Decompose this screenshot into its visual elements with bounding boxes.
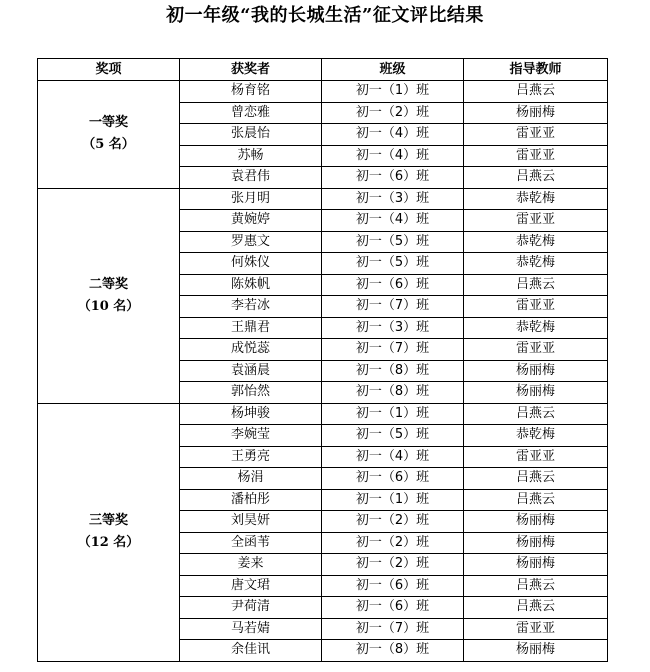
winner-name-cell: 苏畅	[180, 145, 322, 167]
results-table	[37, 58, 608, 662]
winner-name-cell: 成悦蕊	[180, 339, 322, 361]
winner-name-cell: 杨涓	[180, 468, 322, 490]
class-cell: 初一（3）班	[322, 188, 464, 210]
award-count: （10 名）	[77, 298, 140, 314]
header-class: 班级	[322, 59, 464, 81]
class-cell: 初一（3）班	[322, 317, 464, 339]
class-cell: 初一（5）班	[322, 253, 464, 275]
class-cell: 初一（2）班	[322, 532, 464, 554]
page-title: 初一年级“我的长城生活”征文评比结果	[166, 5, 484, 26]
class-cell: 初一（4）班	[322, 124, 464, 146]
class-cell: 初一（1）班	[322, 81, 464, 103]
class-cell: 初一（4）班	[322, 210, 464, 232]
winner-name-cell: 刘昊妍	[180, 511, 322, 533]
teacher-cell: 雷亚亚	[464, 446, 608, 468]
class-cell: 初一（6）班	[322, 274, 464, 296]
class-cell: 初一（8）班	[322, 640, 464, 662]
winner-name-cell: 曾恋雅	[180, 102, 322, 124]
teacher-cell: 恭乾梅	[464, 317, 608, 339]
table-row	[38, 403, 608, 425]
table-body	[38, 81, 608, 662]
class-cell: 初一（4）班	[322, 145, 464, 167]
winner-name-cell: 郭怡然	[180, 382, 322, 404]
award-name: 一等奖	[88, 115, 128, 131]
teacher-cell: 雷亚亚	[464, 124, 608, 146]
winner-name-cell: 罗惠文	[180, 231, 322, 253]
teacher-cell: 杨丽梅	[464, 554, 608, 576]
table-row	[38, 81, 608, 103]
class-cell: 初一（2）班	[322, 554, 464, 576]
class-cell: 初一（6）班	[322, 468, 464, 490]
teacher-cell: 雷亚亚	[464, 339, 608, 361]
header-row	[38, 59, 608, 81]
table-row	[38, 188, 608, 210]
teacher-cell: 杨丽梅	[464, 360, 608, 382]
teacher-cell: 吕燕云	[464, 167, 608, 189]
award-name: 二等奖	[88, 276, 128, 292]
winner-name-cell: 袁涵晨	[180, 360, 322, 382]
teacher-cell: 杨丽梅	[464, 382, 608, 404]
header-award: 奖项	[38, 59, 180, 81]
winner-name-cell: 李婉莹	[180, 425, 322, 447]
winner-name-cell: 张月明	[180, 188, 322, 210]
teacher-cell: 杨丽梅	[464, 102, 608, 124]
teacher-cell: 吕燕云	[464, 597, 608, 619]
teacher-cell: 杨丽梅	[464, 532, 608, 554]
class-cell: 初一（6）班	[322, 575, 464, 597]
teacher-cell: 吕燕云	[464, 575, 608, 597]
class-cell: 初一（6）班	[322, 167, 464, 189]
winner-name-cell: 陈姝帆	[180, 274, 322, 296]
winner-name-cell: 李若冰	[180, 296, 322, 318]
class-cell: 初一（7）班	[322, 296, 464, 318]
winner-name-cell: 余佳讯	[180, 640, 322, 662]
winner-name-cell: 杨坤骏	[180, 403, 322, 425]
winner-name-cell: 姜来	[180, 554, 322, 576]
teacher-cell: 吕燕云	[464, 489, 608, 511]
class-cell: 初一（8）班	[322, 360, 464, 382]
header-teacher: 指导教师	[464, 59, 608, 81]
table-header	[38, 59, 608, 81]
teacher-cell: 杨丽梅	[464, 640, 608, 662]
award-level-cell	[38, 81, 180, 189]
winner-name-cell: 全函苇	[180, 532, 322, 554]
teacher-cell: 吕燕云	[464, 403, 608, 425]
winner-name-cell: 潘柏彤	[180, 489, 322, 511]
award-count: （12 名）	[77, 535, 140, 550]
class-cell: 初一（7）班	[322, 618, 464, 640]
teacher-cell: 恭乾梅	[464, 425, 608, 447]
teacher-cell: 吕燕云	[464, 81, 608, 103]
class-cell: 初一（2）班	[322, 102, 464, 124]
winner-name-cell: 杨育铭	[180, 81, 322, 103]
class-cell: 初一（5）班	[322, 231, 464, 253]
winner-name-cell: 尹荷清	[180, 597, 322, 619]
award-level-cell	[38, 403, 180, 661]
winner-name-cell: 黄婉婷	[180, 210, 322, 232]
winner-name-cell: 王勇亮	[180, 446, 322, 468]
teacher-cell: 恭乾梅	[464, 253, 608, 275]
winner-name-cell: 何姝仪	[180, 253, 322, 275]
teacher-cell: 雷亚亚	[464, 145, 608, 167]
teacher-cell: 雷亚亚	[464, 618, 608, 640]
class-cell: 初一（2）班	[322, 511, 464, 533]
header-winner: 获奖者	[180, 59, 322, 81]
award-name: 三等奖	[88, 513, 128, 528]
teacher-cell: 雷亚亚	[464, 296, 608, 318]
teacher-cell: 雷亚亚	[464, 210, 608, 232]
class-cell: 初一（6）班	[322, 597, 464, 619]
class-cell: 初一（1）班	[322, 403, 464, 425]
award-count: （5 名）	[82, 137, 135, 153]
class-cell: 初一（1）班	[322, 489, 464, 511]
winner-name-cell: 马若婧	[180, 618, 322, 640]
winner-name-cell: 唐文珺	[180, 575, 322, 597]
teacher-cell: 恭乾梅	[464, 231, 608, 253]
class-cell: 初一（5）班	[322, 425, 464, 447]
winner-name-cell: 袁君伟	[180, 167, 322, 189]
class-cell: 初一（8）班	[322, 382, 464, 404]
winner-name-cell: 张晨怡	[180, 124, 322, 146]
teacher-cell: 恭乾梅	[464, 188, 608, 210]
class-cell: 初一（7）班	[322, 339, 464, 361]
winner-name-cell: 王鼎君	[180, 317, 322, 339]
teacher-cell: 吕燕云	[464, 274, 608, 296]
award-level-cell	[38, 188, 180, 403]
teacher-cell: 吕燕云	[464, 468, 608, 490]
teacher-cell: 杨丽梅	[464, 511, 608, 533]
class-cell: 初一（4）班	[322, 446, 464, 468]
